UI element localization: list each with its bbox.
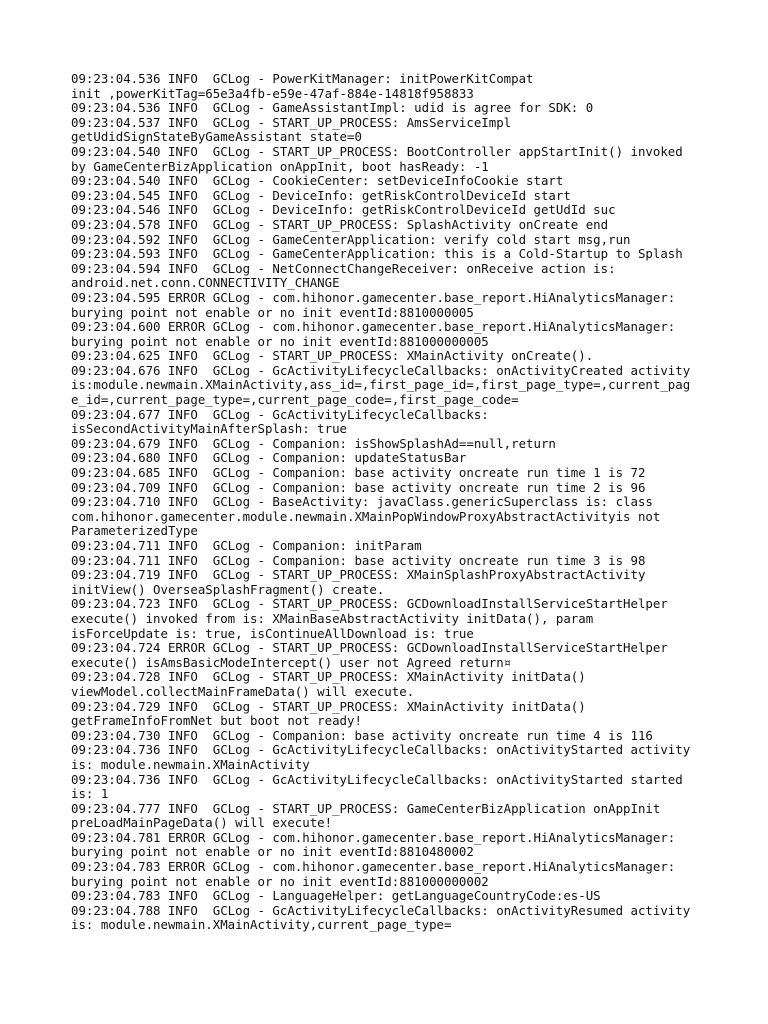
log-line: 09:23:04.625 INFO GCLog - START_UP_PROCESS: XMainActivity onCreate(). (71, 348, 594, 364)
log-line: viewModel.collectMainFrameData() will execute. (71, 683, 415, 699)
log-line: burying point not enable or no init eventId:881000000005 (71, 333, 489, 349)
log-line: burying point not enable or no init eventId:8810480002 (71, 844, 474, 860)
log-line: 09:23:04.540 INFO GCLog - START_UP_PROCESS: BootController appStartInit() invoked (71, 143, 683, 159)
log-line: 09:23:04.593 INFO GCLog - GameCenterApplication: this is a Cold-Startup to Splash (71, 246, 683, 262)
log-line: 09:23:04.723 INFO GCLog - START_UP_PROCESS: GCDownloadInstallServiceStartHelper (71, 596, 668, 612)
log-line: 09:23:04.711 INFO GCLog - Companion: base activity oncreate run time 3 is 98 (71, 552, 646, 568)
log-line: execute() invoked from is: XMainBaseAbstractActivity initData(), param (71, 610, 594, 626)
log-line: 09:23:04.536 INFO GCLog - GameAssistantImpl: udid is agree for SDK: 0 (71, 100, 594, 116)
log-line: ParameterizedType (71, 523, 198, 539)
log-line: getFrameInfoFromNet but boot not ready! (71, 713, 362, 729)
log-line: getUdidSignStateByGameAssistant state=0 (71, 129, 362, 145)
log-line: 09:23:04.592 INFO GCLog - GameCenterApplication: verify cold start msg,run (71, 231, 631, 247)
log-line: 09:23:04.680 INFO GCLog - Companion: updateStatusBar (71, 450, 467, 466)
log-line: 09:23:04.783 INFO GCLog - LanguageHelper: getLanguageCountryCode:es-US (71, 888, 601, 904)
log-line: 09:23:04.729 INFO GCLog - START_UP_PROCESS: XMainActivity initData() (71, 698, 586, 714)
log-line: 09:23:04.709 INFO GCLog - Companion: base activity oncreate run time 2 is 96 (71, 479, 646, 495)
log-line: 09:23:04.736 INFO GCLog - GcActivityLifecycleCallbacks: onActivityStarted started (71, 771, 683, 787)
log-line: 09:23:04.728 INFO GCLog - START_UP_PROCESS: XMainActivity initData() (71, 669, 586, 685)
log-line: 09:23:04.578 INFO GCLog - START_UP_PROCESS: SplashActivity onCreate end (71, 216, 609, 232)
log-line: init ,powerKitTag=65e3a4fb-e59e-47af-884e-14818f958833 (71, 85, 474, 101)
log-line: 09:23:04.710 INFO GCLog - BaseActivity: javaClass.genericSuperclass is: class (71, 494, 653, 510)
log-line: 09:23:04.783 ERROR GCLog - com.hihonor.gamecenter.base_report.HiAnalyticsManager: (71, 859, 676, 875)
log-line: 09:23:04.685 INFO GCLog - Companion: base activity oncreate run time 1 is 72 (71, 465, 646, 481)
log-line: burying point not enable or no init eventId:881000000002 (71, 873, 489, 889)
log-line: 09:23:04.679 INFO GCLog - Companion: isShowSplashAd==null,return (71, 435, 556, 451)
log-line: 09:23:04.719 INFO GCLog - START_UP_PROCESS: XMainSplashProxyAbstractActivity (71, 567, 646, 583)
log-line: com.hihonor.gamecenter.module.newmain.XMainPopWindowProxyAbstractActivityis not (71, 508, 661, 524)
log-line: 09:23:04.545 INFO GCLog - DeviceInfo: getRiskControlDeviceId start (71, 187, 571, 203)
log-line: 09:23:04.730 INFO GCLog - Companion: base activity oncreate run time 4 is 116 (71, 727, 653, 743)
log-line: isSecondActivityMainAfterSplash: true (71, 421, 348, 437)
log-line: 09:23:04.537 INFO GCLog - START_UP_PROCESS: AmsServiceImpl (71, 114, 512, 130)
log-line: e_id=,current_page_type=,current_page_code=,first_page_code= (71, 392, 519, 408)
log-line: is: 1 (71, 786, 109, 802)
log-lines (71, 72, 701, 933)
log-line: 09:23:04.595 ERROR GCLog - com.hihonor.gamecenter.base_report.HiAnalyticsManager: (71, 289, 676, 305)
log-line: by GameCenterBizApplication onAppInit, boot hasReady: -1 (71, 158, 489, 174)
log-line: burying point not enable or no init eventId:8810000005 (71, 304, 474, 320)
log-line: execute() isAmsBasicModeIntercept() user not Agreed return¤ (71, 654, 512, 670)
log-line: 09:23:04.546 INFO GCLog - DeviceInfo: getRiskControlDeviceId getUdId suc (71, 202, 616, 218)
log-line: android.net.conn.CONNECTIVITY_CHANGE (71, 275, 340, 291)
log-line: 09:23:04.676 INFO GCLog - GcActivityLifecycleCallbacks: onActivityCreated activity (71, 362, 691, 378)
log-line: 09:23:04.594 INFO GCLog - NetConnectChangeReceiver: onReceive action is: (71, 260, 616, 276)
log-line: 09:23:04.540 INFO GCLog - CookieCenter: setDeviceInfoCookie start (71, 173, 564, 189)
log-line: is: module.newmain.XMainActivity,current_page_type= (71, 917, 452, 933)
log-line: 09:23:04.777 INFO GCLog - START_UP_PROCESS: GameCenterBizApplication onAppInit (71, 800, 661, 816)
log-line: 09:23:04.600 ERROR GCLog - com.hihonor.gamecenter.base_report.HiAnalyticsManager: (71, 319, 676, 335)
log-line: 09:23:04.724 ERROR GCLog - START_UP_PROCESS: GCDownloadInstallServiceStartHelper (71, 640, 668, 656)
log-line: 09:23:04.536 INFO GCLog - PowerKitManager: initPowerKitCompat (71, 71, 534, 86)
log-line: is:module.newmain.XMainActivity,ass_id=,first_page_id=,first_page_type=,current_pag (71, 377, 691, 393)
log-line: 09:23:04.781 ERROR GCLog - com.hihonor.gamecenter.base_report.HiAnalyticsManager: (71, 829, 676, 845)
log-line: is: module.newmain.XMainActivity (71, 756, 310, 772)
log-line: preLoadMainPageData() will execute! (71, 815, 333, 831)
log-line: 09:23:04.788 INFO GCLog - GcActivityLifecycleCallbacks: onActivityResumed activity (71, 902, 691, 918)
log-line: 09:23:04.677 INFO GCLog - GcActivityLifecycleCallbacks: (71, 406, 489, 422)
log-line: 09:23:04.711 INFO GCLog - Companion: initParam (71, 538, 422, 553)
log-line: isForceUpdate is: true, isContinueAllDownload is: true (71, 625, 474, 641)
log-line: initView() OverseaSplashFragment() create. (71, 581, 385, 597)
log-line: 09:23:04.736 INFO GCLog - GcActivityLifecycleCallbacks: onActivityStarted activity (71, 742, 691, 758)
log-document (71, 72, 701, 933)
